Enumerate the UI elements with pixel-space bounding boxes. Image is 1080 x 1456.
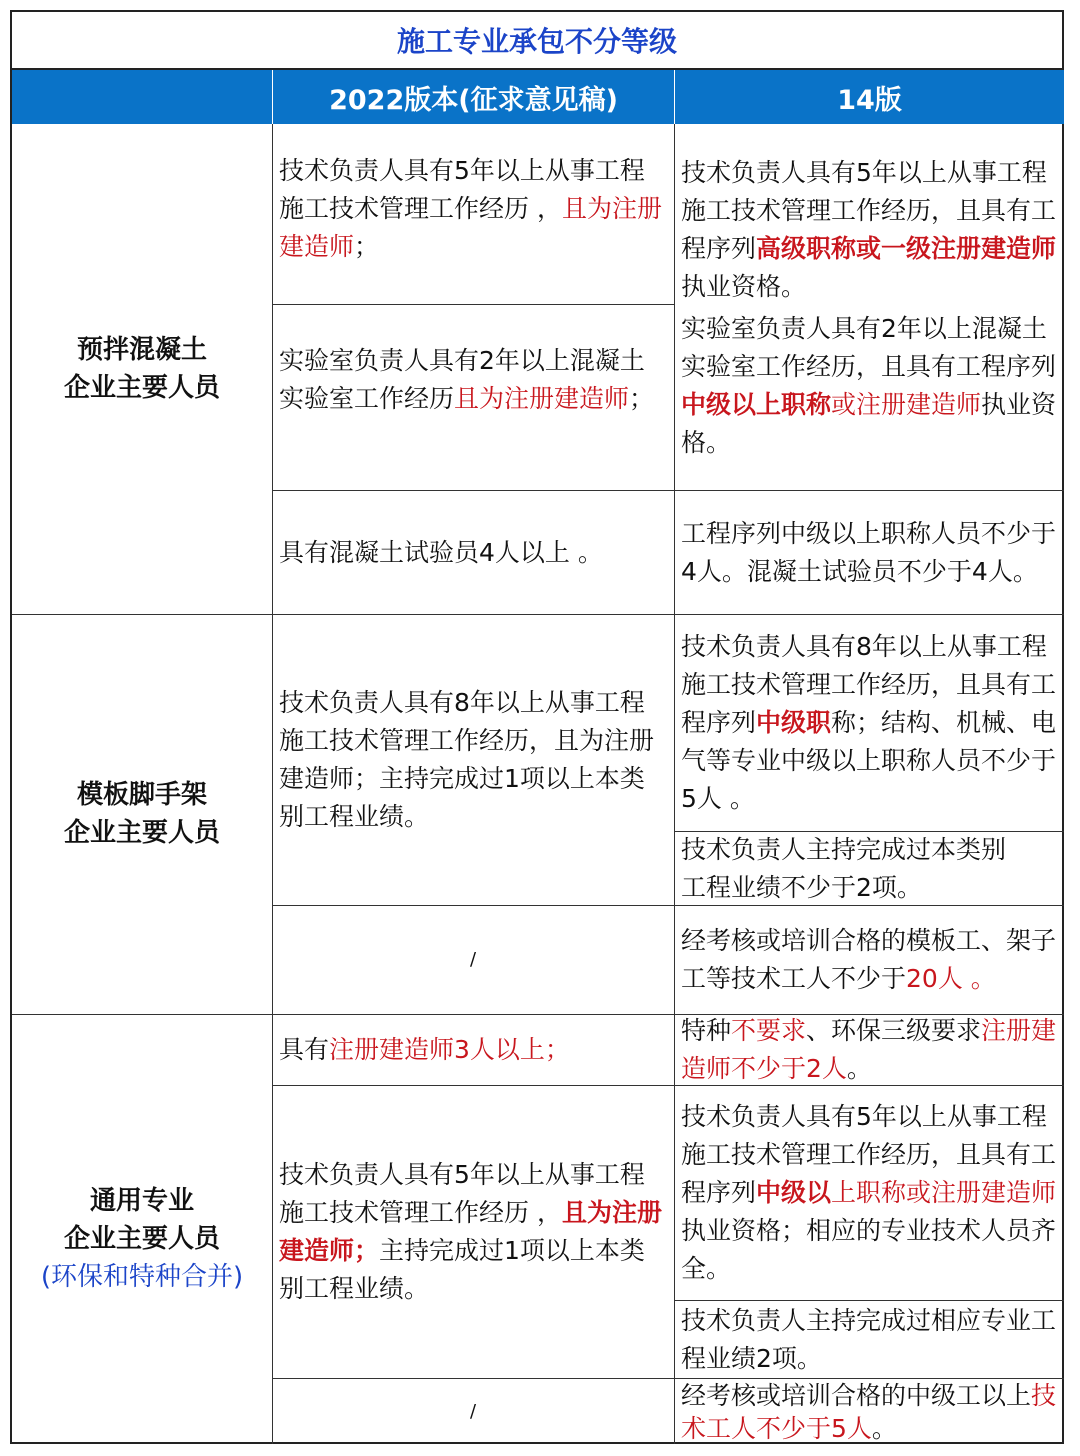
header-col-14: 14版 xyxy=(674,70,1064,124)
cell-2022-lab-lead xyxy=(273,342,673,472)
cell-2022-formwork-lead xyxy=(273,615,673,905)
cell-text: 技术负责人具有5年以上从事工程施工技术管理工作经历 ， xyxy=(279,156,645,223)
cell-text: 技术负责人具有5年以上从事工程施工技术管理工作经历 ， xyxy=(279,1160,645,1227)
group-name: 预拌混凝土 xyxy=(76,335,207,365)
cell-text: 称；结构、机械、电气等专业中级以上职称人员不少于5人 。 xyxy=(681,708,1057,813)
cell-text: 、环保三级要求 xyxy=(806,1016,982,1045)
header-col-category xyxy=(12,70,272,124)
highlight-text: 注册建造师3人以上； xyxy=(329,1035,570,1064)
cell-14-builders xyxy=(675,1015,1064,1085)
cell-2022-tech-lead xyxy=(273,152,673,282)
cell-text: 技术负责人具有5年以上从事工程施工技术管理工作经历，且具有工程序列 xyxy=(681,158,1057,263)
cell-14-lab-lead xyxy=(675,310,1064,470)
cell-text: / xyxy=(469,949,477,970)
group-name: 模板脚手架 xyxy=(76,780,207,810)
cell-14-formwork-performance xyxy=(675,832,1064,905)
group-subname: 企业主要人员 xyxy=(63,1224,220,1254)
highlight-text: 技术工人不少于5人 xyxy=(681,1380,1057,1443)
cell-text: 具有混凝土试验员4人以上 。 xyxy=(279,537,603,567)
cell-text: ； xyxy=(629,384,655,413)
cell-text: 技术负责人具有5年以上从事工程施工技术管理工作经历，且具有工程序列 xyxy=(681,1102,1057,1207)
header-col-2022: 2022版本(征求意见稿) xyxy=(272,70,674,124)
group-subname: 企业主要人员 xyxy=(63,818,220,848)
group-note: (环保和特种合并) xyxy=(40,1262,244,1292)
cell-14-general-lead xyxy=(675,1086,1064,1300)
highlight-text: 高级职称或一级注册建造师 xyxy=(756,234,1057,263)
highlight-text: 上职称或注册建造师 xyxy=(831,1178,1057,1207)
cell-text: 工程序列中级以上职称人员不少于4人。混凝土试验员不少于4人。 xyxy=(681,518,1057,586)
cell-2022-general-lead xyxy=(273,1086,673,1378)
highlight-text: 中级以 xyxy=(756,1178,832,1207)
cell-text: 。 xyxy=(846,1054,872,1083)
highlight-text: 不要求 xyxy=(731,1016,807,1045)
cell-text: 技术负责人主持完成过本类别工程业绩不少于2项。 xyxy=(681,834,1007,902)
group-name: 通用专业 xyxy=(89,1186,194,1216)
group-label-formwork xyxy=(12,614,272,1014)
highlight-text: 且为注册建造师 xyxy=(279,194,662,261)
cell-text: / xyxy=(469,1400,477,1422)
group-label-ready-mix xyxy=(12,124,272,614)
cell-text: 执业资格。 xyxy=(681,390,1057,457)
highlight-text: 20人 。 xyxy=(906,964,996,993)
cell-text: 技术负责人主持完成过相应专业工程业绩2项。 xyxy=(681,1305,1057,1373)
cell-14-formwork-lead xyxy=(675,615,1064,831)
cell-text: 经考核或培训合格的模板工、架子工等技术工人不少于 xyxy=(681,926,1057,993)
group-label-general xyxy=(12,1014,272,1444)
cell-14-workers xyxy=(675,906,1064,1014)
cell-text: 经考核或培训合格的中级工以上 xyxy=(681,1380,1032,1410)
cell-14-tech-lead xyxy=(675,154,1064,314)
cell-2022-builders xyxy=(273,1015,673,1085)
cell-text: 。 xyxy=(871,1413,897,1443)
cell-text: 具有 xyxy=(279,1035,330,1064)
highlight-text: 或注册建造师 xyxy=(831,390,982,419)
comparison-table xyxy=(10,10,1064,1444)
highlight-text: 注册建造师不少于2人 xyxy=(681,1016,1057,1083)
highlight-text: 且为注册建造师 xyxy=(454,384,630,413)
highlight-text: 中级职 xyxy=(756,708,832,737)
cell-text: 特种 xyxy=(681,1016,732,1045)
highlight-text: 且为注册建造师； xyxy=(279,1198,662,1265)
cell-14-general-workers xyxy=(675,1379,1064,1444)
cell-text: 主持完成过1项以上本类别工程业绩。 xyxy=(279,1236,645,1303)
cell-text: 执业资格。 xyxy=(681,272,807,301)
highlight-text: 中级以上职称 xyxy=(681,390,832,419)
cell-14-testers xyxy=(675,491,1064,614)
cell-2022-testers xyxy=(273,491,673,614)
cell-2022-workers xyxy=(273,906,673,1014)
table-title: 施工专业承包不分等级 xyxy=(12,12,1062,70)
group-subname: 企业主要人员 xyxy=(63,373,220,403)
cell-text: ； xyxy=(354,232,380,261)
cell-14-general-performance xyxy=(675,1301,1064,1378)
cell-text: 执业资格；相应的专业技术人员齐全。 xyxy=(681,1216,1057,1283)
cell-text: 技术负责人具有8年以上从事工程施工技术管理工作经历，且具有工程序列 xyxy=(681,632,1057,737)
divider xyxy=(272,304,674,305)
cell-text: 实验室负责人具有2年以上混凝土实验室工作经历，且具有工程序列 xyxy=(681,314,1057,381)
cell-2022-general-workers xyxy=(273,1379,673,1444)
cell-text: 实验室负责人具有2年以上混凝土实验室工作经历 xyxy=(279,346,645,413)
cell-text: 技术负责人具有8年以上从事工程施工技术管理工作经历，且为注册建造师；主持完成过1项以上本类别工程业绩。 xyxy=(279,688,655,831)
